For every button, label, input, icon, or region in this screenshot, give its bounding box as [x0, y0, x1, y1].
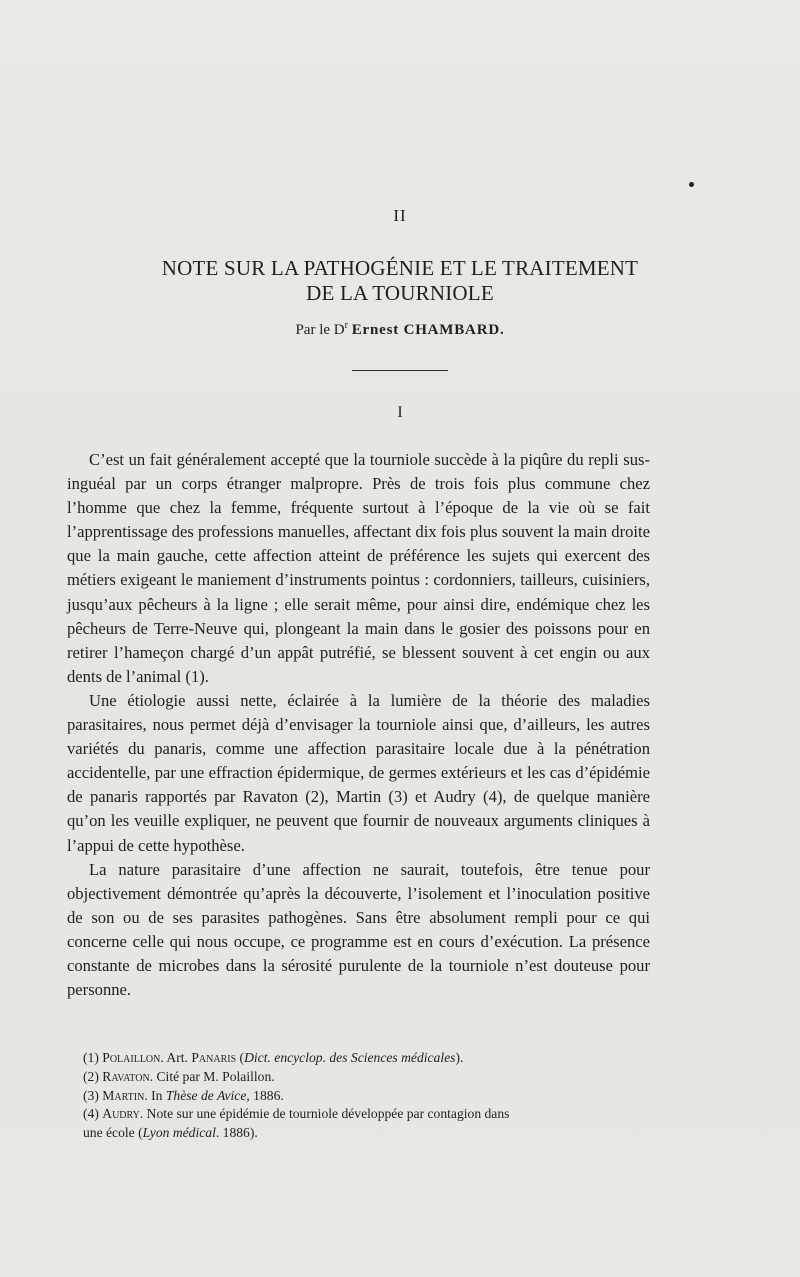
footnote-text: . Note sur une épidémie de tourniole développée par contagion dans	[139, 1106, 510, 1122]
footnote-article: Panaris	[191, 1050, 237, 1065]
footnote-text: ).	[455, 1050, 464, 1065]
footnote-author: Ravaton	[102, 1068, 150, 1084]
title-line-2: DE LA TOURNIOLE	[306, 281, 494, 305]
footnote-text: . 1886).	[215, 1125, 258, 1141]
footnote-text: (	[236, 1050, 245, 1065]
paragraph: Une étiologie aussi nette, éclairée à la lumière de la théorie des maladies parasitaires, nous permet déjà d’envisager la tourniole ainsi que, d’ailleurs, les autres variétés du panaris, comme une affection parasitaire locale due à la pénétration accidentelle, par une effraction épidermique, de germes extérieurs et les cas d’épidémie de panaris rapportés par Ravaton (2), Martin (3) et Audry (4), de quelque manière qu’on les veuille expliquer, ne peuvent que fournir de nouveaux arguments cliniques à l’appui de cette hypothèse.	[67, 690, 650, 855]
footnote-continuation	[67, 1124, 650, 1143]
footnote-number: (1)	[83, 1050, 99, 1065]
footnote-number: (3)	[83, 1087, 99, 1103]
footnote-author: Polaillon	[102, 1050, 161, 1065]
footnote	[67, 1087, 650, 1106]
article-title	[100, 256, 700, 306]
paragraph: La nature parasitaire d’une affection ne saurait, toutefois, être tenue pour objectivement démontrée qu’après la découverte, l’isolement et l’inoculation positive de son ou de ses parasites pathogènes. Sans être absolument rempli pour ce qui concerne celle qui nous occupe, ce programme est en cours d’exécution. La présence constante de microbes dans la sérosité purulente de la tourniole n’est douteuse pour personne.	[67, 859, 650, 1000]
footnotes	[67, 1049, 650, 1143]
footnote-text: . Cité par M. Polaillon.	[149, 1068, 275, 1084]
footnote	[67, 1068, 650, 1087]
footnote	[67, 1049, 650, 1068]
byline-prefix: Par le D	[295, 322, 345, 338]
footnote-number: (4)	[83, 1106, 99, 1122]
section-number: II	[393, 206, 407, 225]
byline-sup: r	[344, 320, 348, 331]
footnote-source: Dict. encyclop. des Sciences médicales	[244, 1050, 456, 1065]
author-name: Ernest CHAMBARD.	[351, 322, 505, 338]
footnote-text: . Art.	[160, 1050, 192, 1065]
footnote-author: Audry	[102, 1106, 140, 1122]
title-line-1: NOTE SUR LA PATHOGÉNIE ET LE TRAITEMENT	[161, 256, 639, 280]
footnote	[67, 1105, 650, 1124]
footnote-text: , 1886.	[246, 1087, 284, 1103]
byline	[100, 320, 700, 339]
ink-speck	[689, 182, 694, 187]
body-text	[67, 448, 650, 1002]
footnote-number: (2)	[83, 1068, 99, 1084]
footnote-text: une école (	[83, 1125, 143, 1141]
footnote-author: Martin	[102, 1087, 145, 1103]
footnote-source: Thèse de Avice	[165, 1087, 247, 1103]
footnote-source: Lyon médical	[142, 1125, 216, 1141]
paragraph: C’est un fait généralement accepté que la tourniole succède à la piqûre du repli sus-inguéal par un corps étranger malpropre. Près de trois fois plus commune chez l’homme que chez la femme, fréquente surtout à l’époque de la vie où se fait l’apprentissage des professions manuelles, affectant dix fois plus souvent la main droite que la main gauche, cette affection atteint de préférence les sujets qui exercent des métiers exigeant le maniement d’instruments pointus : cordonniers, tailleurs, cuisiniers, jusqu’aux pêcheurs à la ligne ; elle serait même, pour ainsi dire, endémique chez les pêcheurs de Terre-Neuve qui, plongeant la main dans le gosier des poissons pour en retirer l’hameçon chargé d’un appât putréfié, se blessent souvent à cet engin ou aux dents de l’animal (1).	[67, 450, 650, 686]
footnote-text: . In	[144, 1087, 166, 1103]
subsection-number: I	[397, 404, 403, 421]
title-rule	[352, 370, 448, 371]
